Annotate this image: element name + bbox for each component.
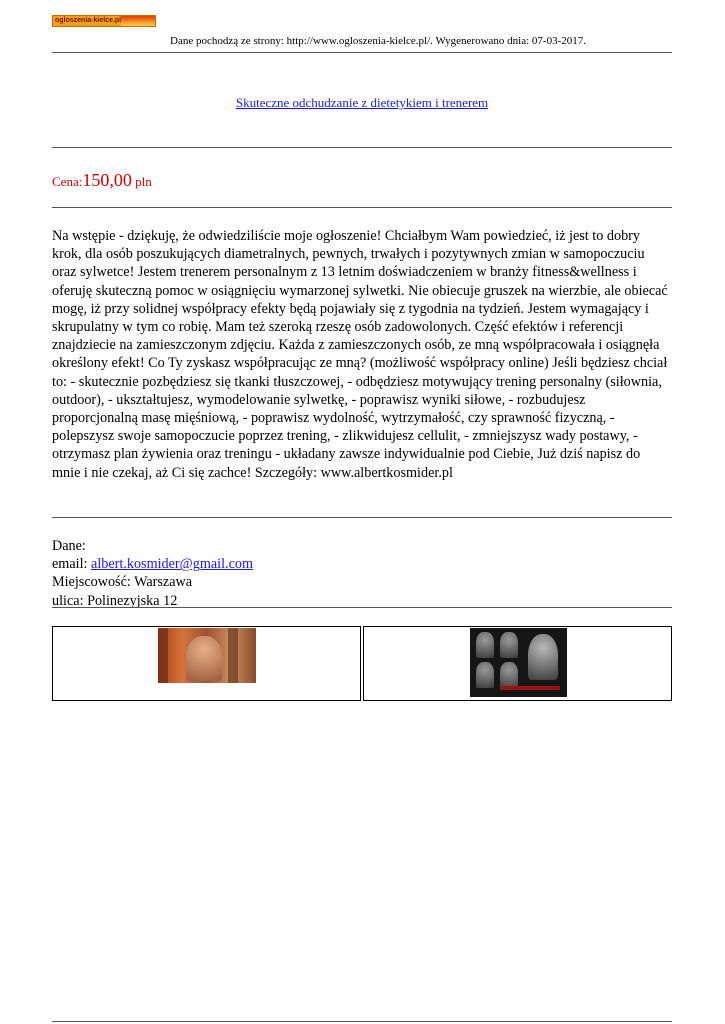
price-label: Cena:: [52, 174, 83, 189]
contact-divider: [52, 607, 672, 608]
person-figure: [476, 632, 494, 658]
source-line: Dane pochodzą ze strony: http://www.ogloszenia-kielce.pl/. Wygenerowano dnia: 07-03-2017.: [170, 35, 586, 47]
city-row: [52, 573, 253, 591]
trainer-photo-collage[interactable]: [158, 628, 256, 683]
title-divider: [52, 147, 672, 148]
site-logo-text: ogloszenia-kielce.pl: [55, 17, 122, 24]
person-figure: [500, 662, 518, 688]
contact-section: [52, 537, 253, 610]
ad-title-link[interactable]: Skuteczne odchudzanie z dietetykiem i trenerem: [235, 95, 489, 110]
person-figure: [476, 662, 494, 688]
trainer-figure: [186, 636, 222, 681]
price: [52, 170, 152, 191]
training-results-photo[interactable]: [470, 628, 567, 697]
price-value: 150,00: [82, 170, 132, 190]
email-link[interactable]: albert.kosmider@gmail.com: [91, 556, 254, 573]
logo-stripe: [121, 16, 155, 26]
photo-cell-1: [52, 626, 361, 701]
trainer-figure: [528, 634, 558, 680]
city-label: Miejscowość:: [52, 574, 135, 591]
ad-description: [52, 227, 672, 482]
site-logo: [52, 15, 156, 27]
street-label: ulica:: [52, 592, 88, 609]
city-value: Warszawa: [134, 574, 193, 591]
contact-heading: Dane:: [52, 538, 86, 554]
ad-description-text: Na wstępie - dziękuję, że odwiedziliście moje ogłoszenie! Chciałbym Wam powiedzieć, iż jest to dobry krok, dla osób poszukujących diametralnych, pewnych, trwałych i pozytywnych zmian w samopoczuciu oraz sylwetce! Jestem trenerem personalnym z 13 letnim doświadczeniem w branży fitness&wellness i oferuję skuteczną pomoc w osiągnięciu wymarzonej sylwetki. Nie obiecuje gruszek na wierzbie, ale obiecać mogę, iż przy solidnej współpracy efekty będą pojawiały się z tygodnia na tydzień. Jestem wymagający i skrupulatny w tym co robię. Mam też szeroką rzeszę osób zadowolonych. Część efektów i referencji znajdziecie na zamieszczonym zdjęciu. Każda z zamieszczonych osób, ze mną współpracowała i osiągnęła określony efekt! Co Ty zyskasz współpracując ze mną? (możliwość współpracy online) Jeśli będziesz chciał to: - skutecznie pozbędziesz się tkanki tłuszczowej, - odbędziesz motywujący trening personalny (siłownia, outdoor), - ukształtujesz, wymodelowanie sylwetkę, - poprawisz wyniki siłowe, - rozbudujesz proporcjonalną masę mięśniową, - poprawisz wydolność, wytrzymałość, czy sprawność fizyczną, - polepszysz swoje samopoczucie poprzez trening, - zlikwidujesz cellulit, - zmniejszysz wady postawy, - otrzymasz plan żywienia oraz treningu - układany zawsze indywidualnie pod Ciebie, Już dziś napisz do mnie i nie czekaj, aż Ci się zachce! Szczegóły: www.albertkosmider.pl: [52, 228, 668, 481]
photo-strip: [228, 628, 238, 683]
footer-divider: [52, 1021, 672, 1022]
street-value: Polinezyjska 12: [87, 592, 178, 609]
photo-caption-bar: [500, 686, 560, 690]
photo-gallery: [52, 626, 672, 701]
price-divider: [52, 207, 672, 208]
description-divider: [52, 517, 672, 518]
email-row: [52, 555, 253, 573]
photo-strip: [158, 628, 168, 683]
person-figure: [500, 632, 518, 658]
price-currency: pln: [131, 174, 152, 189]
photo-cell-2: [363, 626, 672, 701]
header-divider: [52, 52, 672, 53]
email-label: email:: [52, 556, 92, 573]
